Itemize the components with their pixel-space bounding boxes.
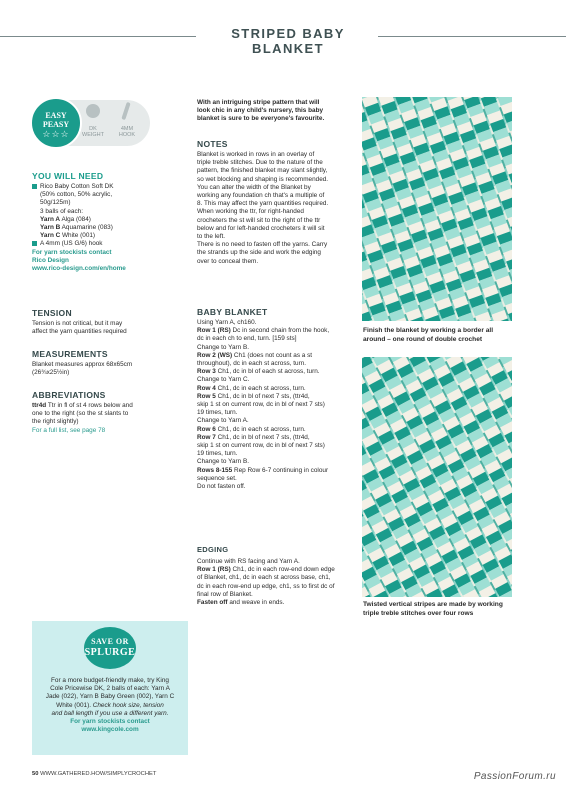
splurge-line6: For yarn stockists contact (70, 718, 150, 726)
edging-line2-text: Ch1, dc in each row-end down edge (230, 566, 335, 574)
pattern-row-text: Ch1, dc in each st across, turn. (215, 425, 306, 433)
caption-bottom-line2: triple treble stitches over four rows (363, 609, 474, 617)
pattern-row-text: skip 1 st on current row, dc in bl of next 7 sts) (197, 401, 325, 409)
blanket-photo-top-image (362, 97, 512, 321)
intro-line1: With an intriguing stripe pattern that will (197, 99, 320, 106)
tension-heading: TENSION (32, 308, 72, 318)
pattern-row-line (197, 475, 359, 483)
caption-top (363, 327, 523, 344)
splurge-line3: Jade (022), Yarn B Baby Green (002), Yarn C (45, 693, 175, 701)
pattern-row-text: Using Yarn A, ch160. (197, 319, 257, 326)
pattern-row-line (197, 458, 359, 466)
pattern-row-text: sequence set. (197, 474, 237, 482)
splurge-text (36, 677, 184, 734)
pattern-row-label: Row 4 (197, 384, 216, 392)
pattern-row-line (197, 335, 359, 343)
measurements-line2: (26¾x25½in) (32, 369, 70, 377)
intro-line2: look chic in any child's nursery, this baby (197, 107, 324, 115)
notes-line: the strands up the side and work the edging (197, 249, 321, 257)
yarn-a-value: Alga (084) (60, 215, 91, 223)
material-item-1-text: Rico Baby Cotton Soft DK (40, 183, 114, 190)
abbreviations-text (32, 402, 192, 435)
pattern-row-text: Ch1, dc in bl of next 7 sts, (ttr4d, (215, 433, 310, 441)
pattern-row-label: Row 7 (197, 433, 216, 441)
notes-line: You can alter the width of the Blanket by (197, 183, 311, 191)
edging-line3: of Blanket, ch1, dc in each st across base, ch1, (197, 574, 331, 582)
abbrev-line2: one to the right (so the st slants to (32, 410, 129, 418)
pattern-row-label: Row 6 (197, 425, 216, 433)
splurge-line2: Cole Pricewise DK, 2 balls of each: Yarn A (50, 685, 170, 693)
pattern-row-line (197, 467, 359, 475)
material-item-2 (32, 240, 192, 248)
material-item-1-line3: 50g/125m) (40, 199, 71, 207)
pattern-row-label: Rows 8-155 (197, 466, 233, 474)
pattern-row-text: Dc in second chain from the hook, (230, 327, 330, 335)
pattern-row-line (197, 450, 359, 458)
save-or-splurge-panel (32, 621, 188, 755)
edging-line2 (197, 566, 359, 574)
notes-body (197, 151, 357, 266)
pattern-row-line (197, 368, 359, 376)
hook-caption-1: 4MM (120, 126, 134, 132)
pattern-row-line (197, 319, 359, 327)
yarn-weight-caption (78, 126, 108, 138)
pattern-row-text: throughout), dc in each st across, turn. (197, 360, 307, 368)
pattern-row-line (197, 376, 359, 384)
notes-line: There is no need to fasten off the yarns. Carry (197, 241, 328, 249)
pattern-row-line (197, 401, 359, 409)
blanket-photo-top (362, 97, 512, 321)
stamp-line2: SPLURGE (84, 647, 136, 658)
pattern-row-line (197, 417, 359, 425)
hook-size-caption (112, 126, 142, 138)
caption-bottom-line1: Twisted vertical stripes are made by working (363, 601, 503, 608)
yarn-c-label: Yarn C (40, 232, 61, 240)
rico-link[interactable]: www.rico-design.com/en/home (32, 265, 126, 273)
pattern-row-label: Row 5 (197, 392, 216, 400)
intro-line3: blanket is sure to be everyone's favourite. (197, 115, 325, 123)
yarn-caption-2: WEIGHT (82, 132, 104, 138)
material-item-2-text: A 4mm (US G/6) hook (40, 240, 103, 248)
pattern-row-line (197, 393, 359, 401)
yarn-a-label: Yarn A (40, 215, 61, 223)
yarn-b-line (32, 224, 192, 232)
pattern-row-text: Do not fasten off. (197, 483, 246, 491)
pattern-row-line (197, 442, 359, 450)
baby-blanket-body (197, 319, 359, 491)
notes-line: 8. This may affect the yarn quantities required. (197, 200, 329, 208)
notes-line: to the left. (197, 233, 226, 241)
hook-caption-2: HOOK (118, 132, 136, 138)
pattern-row-line (197, 426, 359, 434)
pattern-row-line (197, 344, 359, 352)
page-title: STRIPED BABY BLANKET (231, 26, 345, 56)
measurements-heading: MEASUREMENTS (32, 349, 108, 359)
footer-url-link[interactable]: WWW.GATHERED.HOW/SIMPLYCROCHET (38, 771, 157, 777)
pattern-row-label: Row 1 (RS) (197, 327, 231, 335)
save-or-splurge-stamp-icon (84, 627, 136, 669)
yarn-c-line (32, 232, 192, 240)
pattern-row-text: Change to Yarn C. (197, 376, 250, 384)
stockists-line2: Rico Design (32, 256, 69, 264)
page-footer (32, 771, 156, 777)
stockists-line1: For yarn stockists contact (32, 248, 112, 256)
stamp-line1: SAVE OR (91, 637, 129, 646)
splurge-line4-b: Check hook size, tension (90, 701, 164, 709)
yarn-b-label: Yarn B (40, 224, 61, 232)
pattern-row-text: dc in each ch to end, turn. [159 sts] (197, 335, 297, 343)
tension-text (32, 320, 192, 336)
splurge-line1: For a more budget-friendly make, try King (51, 677, 169, 684)
material-item-1 (32, 183, 192, 191)
pattern-row-line (197, 483, 359, 491)
abbrev-term: ttr4d (32, 402, 47, 409)
bullet-icon (32, 241, 37, 246)
pattern-row-text: Change to Yarn A. (197, 417, 249, 425)
splurge-line4-a: White (001). (56, 701, 91, 709)
pattern-row-line (197, 360, 359, 368)
edging-line2-bold: Row 1 (RS) (197, 566, 231, 574)
notes-line: triple treble stitches. Due to the nature of the (197, 159, 323, 167)
edging-line4: dc in each row-end up edge, ch1, ss to first dc of (197, 582, 335, 590)
notes-heading: NOTES (197, 139, 228, 149)
header-rule-left (0, 36, 196, 37)
yarn-b-value: Aquamarine (083) (60, 224, 113, 232)
pattern-row-line (197, 385, 359, 393)
pattern-row-text: Ch1, dc in bl of each st across, turn. (215, 368, 320, 376)
splurge-line5: and ball length if you use a different yarn. (51, 709, 169, 717)
pattern-row-text: Ch1, dc in each st across, turn. (215, 384, 306, 392)
difficulty-stars-icon: ☆☆☆ (42, 129, 70, 139)
blanket-photo-bottom (362, 357, 512, 597)
notes-line: over to conceal them. (197, 257, 259, 265)
abbrev-line3: the right slightly) (32, 418, 79, 426)
difficulty-line2: PEASY (42, 120, 70, 129)
pattern-row-line (197, 327, 359, 335)
pattern-row-text: Change to Yarn B. (197, 458, 249, 466)
edging-line6-bold: Fasten off (197, 599, 228, 607)
pattern-row-line (197, 434, 359, 442)
page-header (0, 26, 566, 56)
caption-top-line1: Finish the blanket by working a border all (363, 327, 494, 334)
pattern-row-label: Row 3 (197, 368, 216, 376)
material-item-1-line4: 3 balls of each: (40, 207, 83, 215)
notes-line: so wet blocking and shaping is recommended. (197, 175, 329, 183)
pattern-row-text: Rep Row 6-7 continuing in colour (232, 466, 329, 474)
difficulty-line1: EASY (45, 111, 67, 120)
pattern-row-text: Ch1 (does not count as a st (232, 351, 313, 359)
header-rule-right (378, 36, 566, 37)
you-will-need-heading: YOU WILL NEED (32, 171, 104, 181)
abbrev-line1 (32, 402, 192, 410)
difficulty-badge (30, 97, 82, 149)
yarn-caption-1: DK (89, 126, 97, 132)
blanket-photo-bottom-image (362, 357, 512, 597)
page-number: 50 (32, 771, 39, 777)
material-item-1-line2: (50% cotton, 50% acrylic, (40, 191, 113, 199)
tension-line1: Tension is not critical, but it may (32, 320, 123, 327)
notes-line: working any foundation ch that's a multiple of (197, 192, 325, 200)
notes-line: Blanket is worked in rows in an overlay of (197, 151, 315, 158)
pattern-row-line (197, 409, 359, 417)
watermark: PassionForum.ru (473, 771, 556, 782)
caption-bottom (363, 601, 523, 618)
edging-line6-text: and weave in ends. (227, 599, 285, 607)
pattern-row-text: 19 times, turn. (197, 409, 238, 417)
edging-body (197, 558, 359, 607)
caption-top-line2: around – one round of double crochet (363, 335, 483, 343)
intro-text (197, 99, 357, 124)
tension-line2: affect the yarn quantities required (32, 328, 127, 336)
notes-line: pattern, the finished blanket may slant slightly, (197, 167, 328, 175)
pattern-row-text: Change to Yarn B. (197, 343, 249, 351)
pattern-row-line (197, 352, 359, 360)
edging-line5: final row of Blanket. (197, 590, 253, 598)
yarn-ball-icon (86, 104, 100, 118)
abbrev-def: Ttr in fl of st 4 rows below and (46, 402, 133, 409)
kingcole-link[interactable]: www.kingcole.com (81, 726, 139, 734)
bullet-icon (32, 184, 37, 189)
edging-line1: Continue with RS facing and Yarn A. (197, 558, 300, 565)
yarn-a-line (32, 216, 192, 224)
edging-heading: EDGING (197, 545, 229, 554)
pattern-row-text: skip 1 st on current row, dc in bl of next 7 sts) (197, 442, 325, 450)
pattern-row-label: Row 2 (WS) (197, 351, 233, 359)
abbrev-full-list-link[interactable]: For a full list, see page 78 (32, 426, 106, 434)
pattern-row-text: Ch1, dc in bl of next 7 sts, (ttr4d, (215, 392, 310, 400)
baby-blanket-heading: BABY BLANKET (197, 307, 268, 317)
materials-list (32, 183, 192, 273)
splurge-line4 (36, 702, 184, 710)
notes-line: crocheters the st will sit to the right of the ttr (197, 216, 321, 224)
measurements-line1: Blanket measures approx 68x65cm (32, 361, 133, 368)
pattern-row-text: 19 times, turn. (197, 450, 238, 458)
notes-line: When working the ttr, for right-handed (197, 208, 304, 216)
abbreviations-heading: ABBREVIATIONS (32, 390, 106, 400)
edging-line6 (197, 599, 359, 607)
measurements-text (32, 361, 192, 377)
yarn-c-value: White (001) (60, 232, 96, 240)
notes-line: below and for left-handed crocheters it will sit (197, 224, 325, 232)
